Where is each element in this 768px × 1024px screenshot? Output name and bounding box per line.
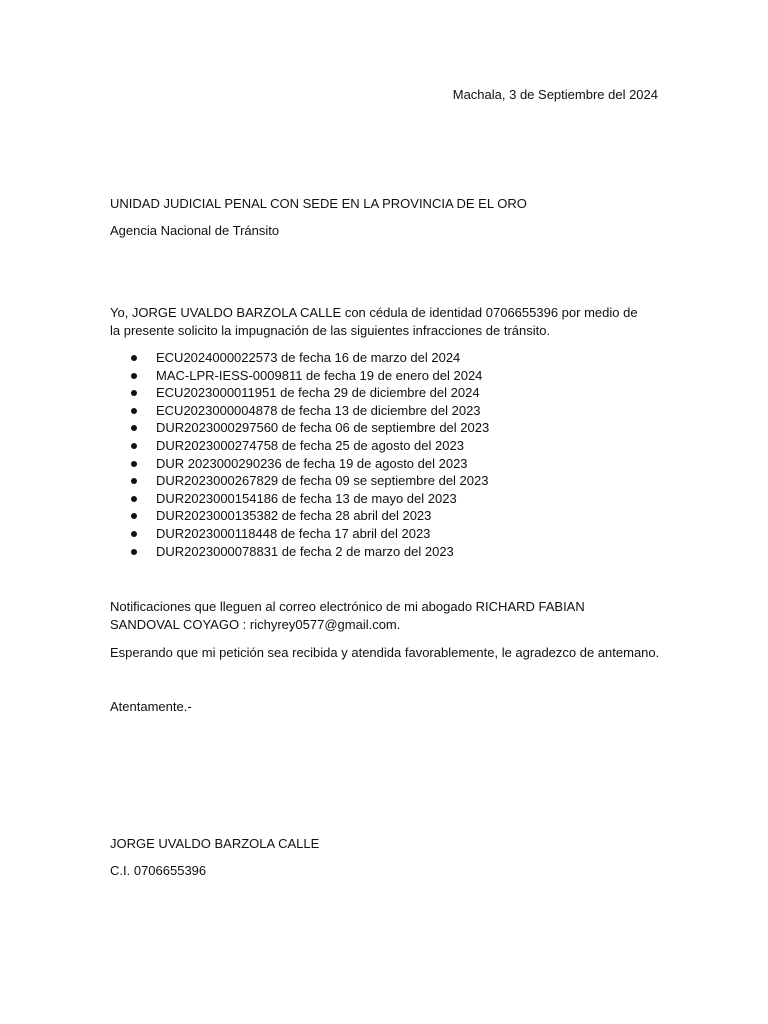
infraction-text: DUR2023000078831 de fecha 2 de marzo del 2023 — [156, 543, 454, 559]
signatory-name: JORGE UVALDO BARZOLA CALLE — [110, 836, 320, 851]
infraction-text: ECU2023000004878 de fecha 13 de diciembre del 2023 — [156, 402, 481, 418]
bullet-icon — [131, 373, 137, 379]
list-item — [110, 419, 489, 437]
bullet-icon — [131, 443, 137, 449]
list-item — [110, 490, 489, 508]
infraction-text: DUR2023000135382 de fecha 28 abril del 2023 — [156, 508, 432, 524]
bullet-icon — [131, 355, 137, 361]
infraction-text: DUR2023000267829 de fecha 09 se septiembre del 2023 — [156, 473, 489, 489]
bullet-icon — [131, 408, 137, 414]
place-date: Machala, 3 de Septiembre del 2024 — [452, 87, 658, 102]
list-item — [110, 543, 489, 561]
list-item — [110, 402, 489, 420]
list-item — [110, 367, 489, 385]
infraction-text: MAC-LPR-IESS-0009811 de fecha 19 de enero del 2024 — [156, 367, 483, 383]
bullet-icon — [131, 478, 137, 484]
infractions-list — [110, 349, 489, 560]
infraction-text: ECU2023000011951 de fecha 29 de diciembre del 2024 — [156, 385, 480, 401]
bullet-icon — [131, 496, 137, 502]
recipient-agency: Agencia Nacional de Tránsito — [110, 223, 280, 238]
infraction-text: ECU2024000022573 de fecha 16 de marzo del 2024 — [156, 350, 461, 365]
list-item — [110, 472, 489, 490]
list-item — [110, 437, 489, 455]
infraction-text: DUR2023000274758 de fecha 25 de agosto del 2023 — [156, 437, 464, 453]
request-paragraph: Yo, JORGE UVALDO BARZOLA CALLE con cédula de identidad 0706655396 por medio de la presente solicito la impugnación de las siguientes infracciones de tránsito. — [110, 305, 638, 338]
recipient-court: UNIDAD JUDICIAL PENAL CON SEDE EN LA PROVINCIA DE EL ORO — [110, 196, 527, 211]
bullet-icon — [131, 531, 137, 537]
infraction-text: DUR2023000118448 de fecha 17 abril del 2023 — [156, 525, 431, 541]
closing-paragraph: Esperando que mi petición sea recibida y atendida favorablemente, le agradezco de antemano. — [110, 645, 660, 660]
list-item — [110, 455, 489, 473]
signatory-id: C.I. 0706655396 — [110, 863, 207, 878]
list-item — [110, 349, 489, 367]
notifications-paragraph: Notificaciones que lleguen al correo electrónico de mi abogado RICHARD FABIAN SANDOVAL COYAGO : richyrey0577@gmail.com. — [110, 599, 585, 632]
bullet-icon — [131, 390, 137, 396]
sign-off: Atentamente.- — [110, 699, 192, 714]
bullet-icon — [131, 549, 137, 555]
list-item — [110, 525, 489, 543]
list-item — [110, 384, 489, 402]
infraction-text: DUR2023000154186 de fecha 13 de mayo del 2023 — [156, 490, 457, 506]
bullet-icon — [131, 513, 137, 519]
bullet-icon — [131, 425, 137, 431]
bullet-icon — [131, 461, 137, 467]
infraction-text: DUR 2023000290236 de fecha 19 de agosto del 2023 — [156, 455, 468, 471]
list-item — [110, 507, 489, 525]
infraction-text: DUR2023000297560 de fecha 06 de septiembre del 2023 — [156, 420, 490, 436]
